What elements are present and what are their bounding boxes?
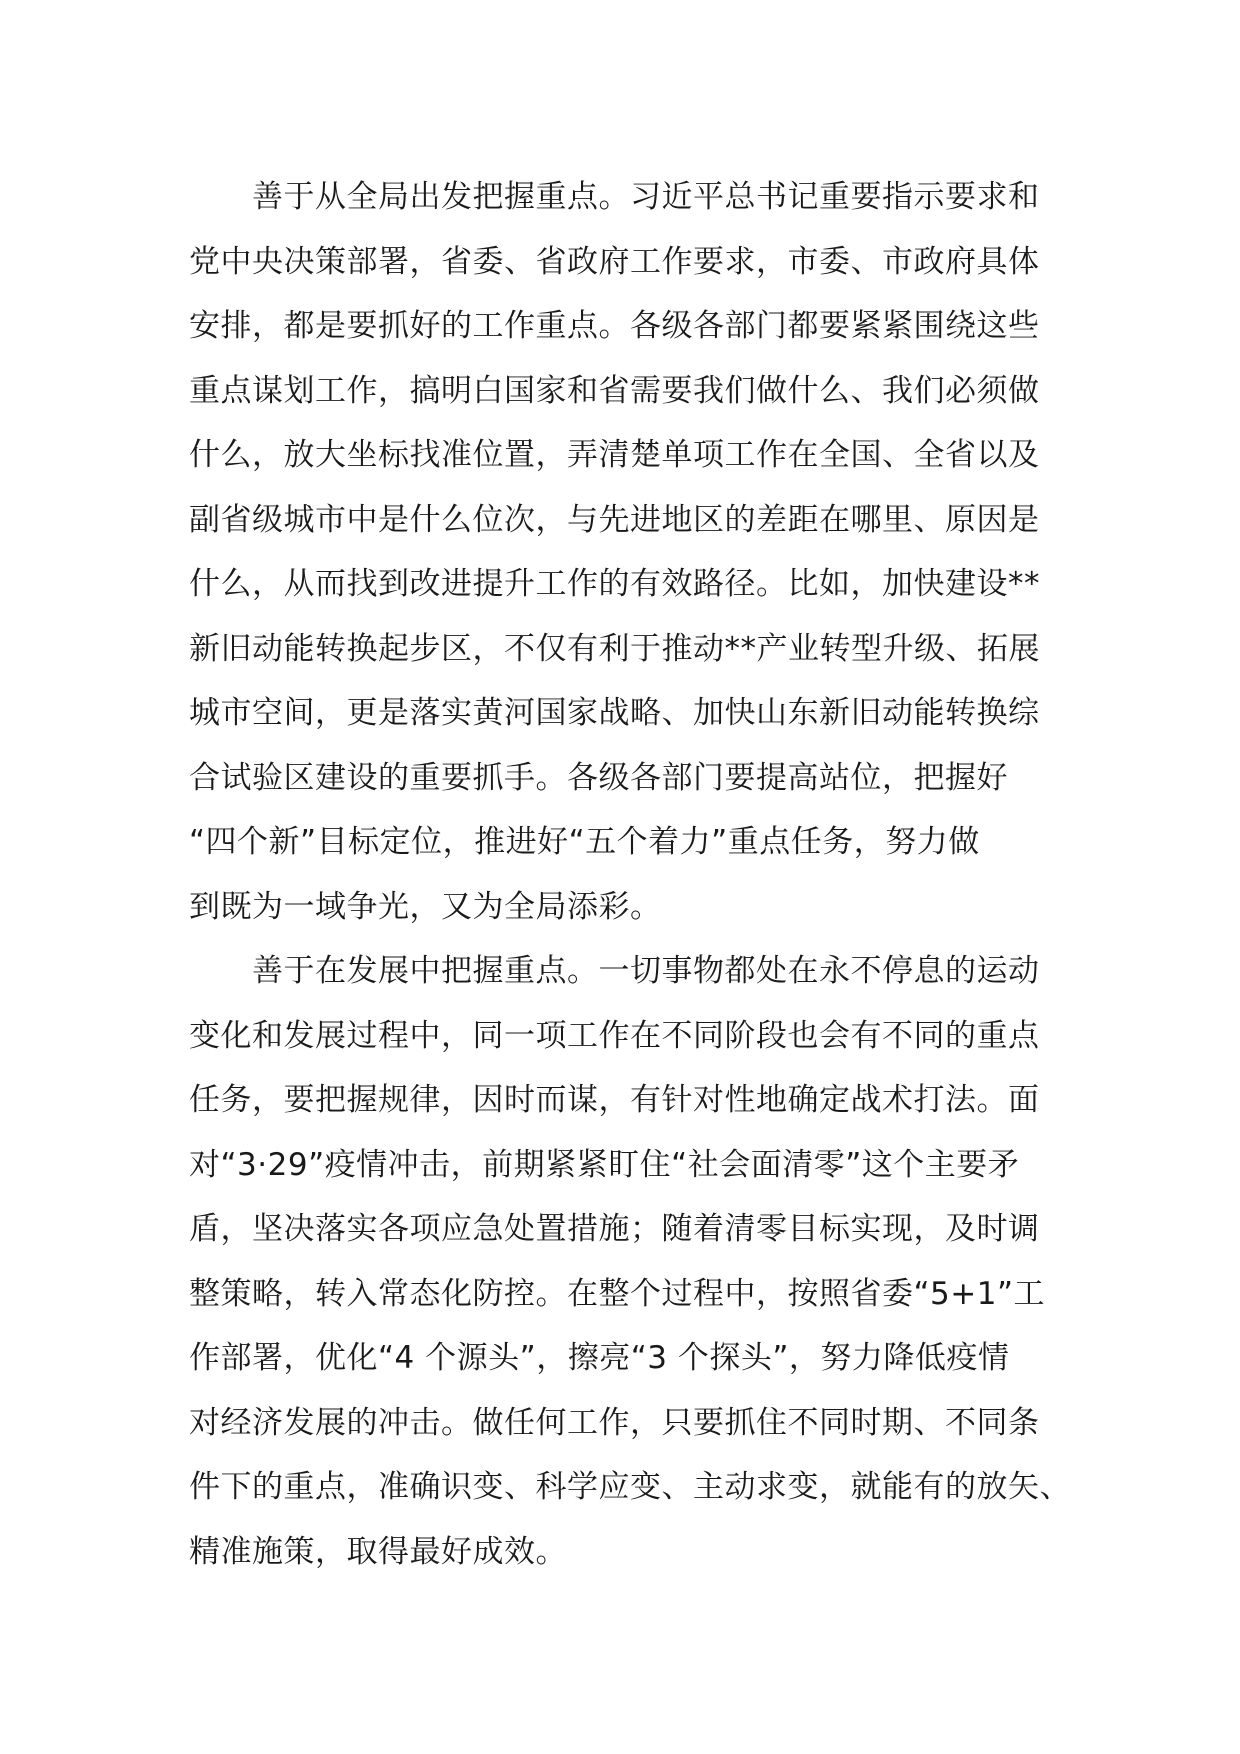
paragraph-2-line-6: 整策略，转入常态化防控。在整个过程中，按照省委“5+1”工: [189, 1275, 1046, 1312]
document-body: [189, 165, 1089, 1584]
paragraph-2-line-1: 善于在发展中把握重点。一切事物都处在永不停息的运动: [252, 953, 1040, 989]
paragraph-1-line-11: “四个新”目标定位，推进好“五个着力”重点任务，努力做: [189, 824, 980, 860]
paragraph-2-line-3: 任务，要把握规律，因时而谋，有针对性地确定战术打法。面: [189, 1082, 1040, 1118]
paragraph-1-line-4: 重点谋划工作，搞明白国家和省需要我们做什么、我们必须做: [189, 372, 1040, 409]
paragraph-2-line-10: 精准施策，取得最好成效。: [189, 1533, 567, 1570]
paragraph-2-line-7: 作部署，优化“4 个源头”，擦亮“3 个探头”，努力降低疫情: [189, 1340, 1010, 1376]
paragraph-1-line-8: 新旧动能转换起步区，不仅有利于推动**产业转型升级、拓展: [189, 630, 1040, 667]
paragraph-2-line-9: 件下的重点，准确识变、科学应变、主动求变，就能有的放矢、: [189, 1469, 1071, 1505]
paragraph-1-line-2: 党中央决策部署，省委、省政府工作要求，市委、市政府具体: [189, 243, 1040, 280]
paragraph-1-line-6: 副省级城市中是什么位次，与先进地区的差距在哪里、原因是: [189, 501, 1040, 538]
paragraph-1-line-3: 安排，都是要抓好的工作重点。各级各部门都要紧紧围绕这些: [189, 308, 1040, 344]
paragraph-2-line-2: 变化和发展过程中，同一项工作在不同阶段也会有不同的重点: [189, 1017, 1040, 1054]
paragraph-1-line-5: 什么，放大坐标找准位置，弄清楚单项工作在全国、全省以及: [189, 437, 1040, 473]
paragraph-1-line-9: 城市空间，更是落实黄河国家战略、加快山东新旧动能转换综: [189, 695, 1040, 731]
paragraph-1-line-7: 什么，从而找到改进提升工作的有效路径。比如，加快建设**: [189, 566, 1040, 602]
paragraph-2-line-4: 对“3·29”疫情冲击，前期紧紧盯住“社会面清零”这个主要矛: [189, 1146, 1020, 1183]
paragraph-1-line-10: 合试验区建设的重要抓手。各级各部门要提高站位，把握好: [189, 759, 1008, 796]
paragraph-1-line-1: 善于从全局出发把握重点。习近平总书记重要指示要求和: [252, 179, 1040, 215]
paragraph-2-line-8: 对经济发展的冲击。做任何工作，只要抓住不同时期、不同条: [189, 1404, 1040, 1441]
paragraph-1-line-12: 到既为一域争光，又为全局添彩。: [189, 888, 662, 925]
paragraph-2-line-5: 盾，坚决落实各项应急处置措施；随着清零目标实现，及时调: [189, 1211, 1040, 1247]
